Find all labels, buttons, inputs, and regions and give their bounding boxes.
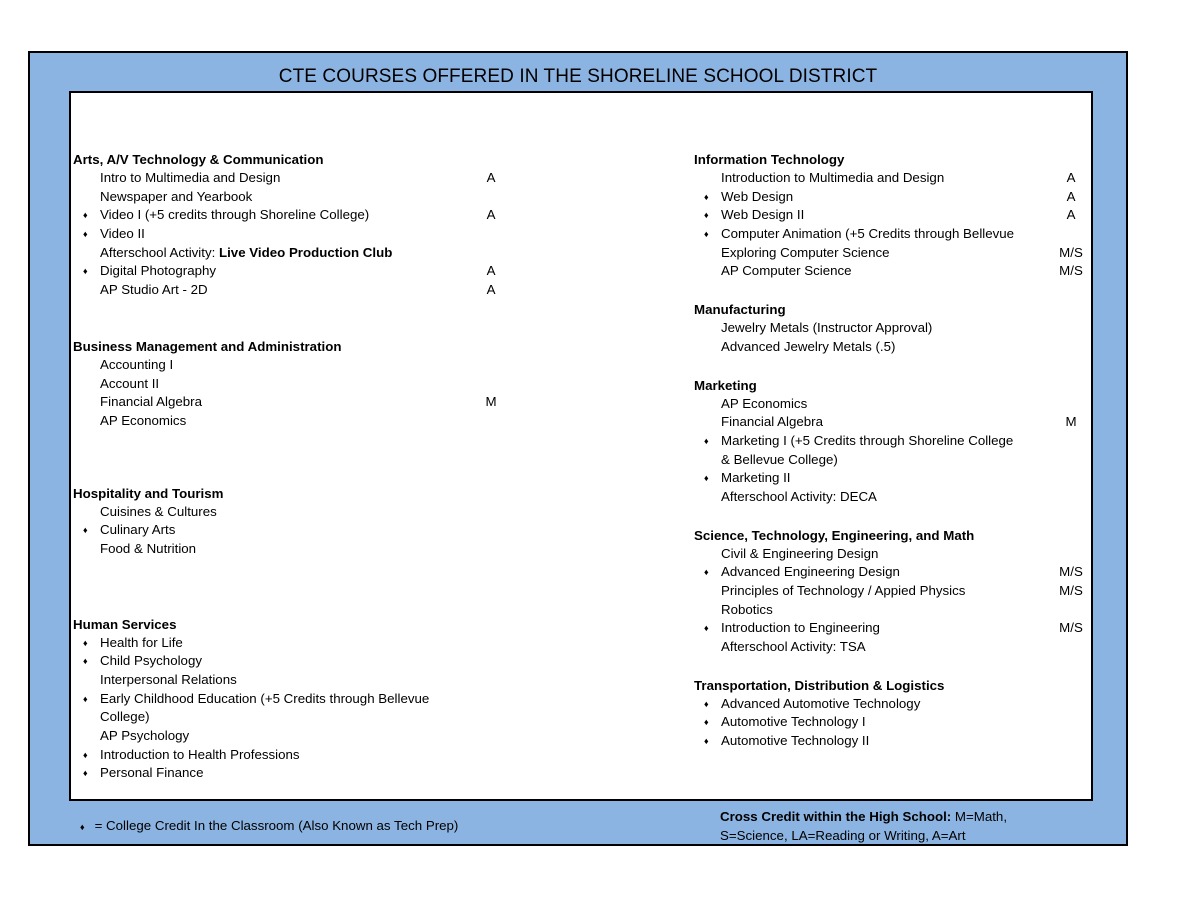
course-row: [73, 393, 513, 412]
course-name: Introduction to Health Professions: [100, 746, 300, 762]
course-row: [73, 169, 513, 188]
section-hospitality: [73, 484, 513, 559]
course-row: [73, 225, 513, 244]
course-row: [73, 244, 513, 263]
credit-code: A: [1066, 170, 1076, 185]
course-name: & Bellevue College): [721, 451, 838, 467]
legend-text: = College Credit In the Classroom (Also Known as Tech Prep): [94, 818, 459, 833]
right-column: [694, 150, 1089, 751]
course-name: [100, 244, 392, 263]
credit-code: A: [486, 170, 496, 185]
course-row: [73, 356, 513, 375]
section-manufacturing: [694, 300, 1089, 356]
credit-code: A: [1066, 188, 1076, 204]
course-row: [73, 764, 513, 783]
college-credit-icon: ♦: [80, 822, 85, 832]
course-name: Food & Nutrition: [100, 540, 197, 556]
course-name: Child Psychology: [100, 653, 202, 669]
credit-code: A: [486, 263, 496, 279]
college-credit-icon: ♦: [83, 229, 88, 240]
college-credit-icon: ♦: [83, 656, 88, 667]
section-marketing: [694, 376, 1089, 507]
legend: [80, 818, 458, 833]
section-transportation: [694, 676, 1089, 751]
course-row: [694, 262, 1089, 281]
college-credit-icon: ♦: [83, 749, 88, 760]
course-name: Jewelry Metals (Instructor Approval): [721, 320, 933, 336]
course-name: Principles of Technology / Appied Physics: [721, 583, 966, 598]
college-credit-icon: ♦: [83, 210, 88, 221]
section-stem: [694, 526, 1089, 657]
college-credit-icon: ♦: [704, 210, 709, 221]
course-name: AP Economics: [100, 412, 187, 428]
course-name: AP Computer Science: [721, 263, 852, 279]
college-credit-icon: ♦: [83, 266, 88, 277]
course-name: Automotive Technology II: [721, 733, 870, 749]
course-row: [694, 545, 1089, 564]
course-row: [694, 206, 1089, 225]
course-name: Afterschool Activity: TSA: [721, 639, 866, 655]
college-credit-icon: ♦: [704, 698, 709, 709]
course-row: [694, 638, 1089, 657]
section-heading: Science, Technology, Engineering, and Math: [694, 527, 975, 543]
course-name: Intro to Multimedia and Design: [100, 170, 281, 185]
course-row: [73, 671, 513, 690]
course-row: [694, 432, 1089, 451]
course-row: [73, 521, 513, 540]
course-name: Advanced Automotive Technology: [721, 695, 921, 711]
course-row: [694, 732, 1089, 751]
course-row: [694, 563, 1089, 582]
section-heading: Arts, A/V Technology & Communication: [73, 152, 324, 167]
credit-code: M/S: [1059, 583, 1083, 598]
college-credit-icon: ♦: [83, 768, 88, 779]
course-row: [73, 262, 513, 281]
course-name: Marketing I (+5 Credits through Shoreline College: [721, 432, 1014, 448]
course-name: Financial Algebra: [100, 394, 203, 410]
section-heading: Information Technology: [694, 152, 845, 167]
course-row: [694, 451, 1089, 470]
course-row: [694, 601, 1089, 620]
course-name: Culinary Arts: [100, 522, 176, 538]
cross-credit-line-1: [720, 807, 1007, 826]
credit-code: A: [1066, 207, 1076, 223]
course-row: [694, 188, 1089, 207]
course-name: Video II: [100, 226, 145, 242]
course-row: [694, 713, 1089, 732]
course-name: Exploring Computer Science: [721, 244, 890, 260]
page-title: CTE COURSES OFFERED IN THE SHORELINE SCHOOL DISTRICT: [278, 66, 878, 87]
section-arts: [73, 150, 513, 300]
course-row: [73, 652, 513, 671]
credit-code: M/S: [1059, 244, 1083, 260]
course-name: Web Design: [721, 188, 794, 204]
course-row: [694, 338, 1089, 357]
course-row: [73, 690, 513, 709]
activity-prefix: Afterschool Activity:: [100, 244, 219, 260]
course-row: [73, 412, 513, 431]
course-name: Interpersonal Relations: [100, 672, 237, 687]
page-frame: [28, 51, 1128, 846]
course-name: Introduction to Multimedia and Design: [721, 170, 945, 185]
college-credit-icon: ♦: [704, 717, 709, 728]
course-row: [73, 375, 513, 394]
course-row: [694, 413, 1089, 432]
course-row: [73, 206, 513, 225]
courses-panel: [69, 91, 1093, 801]
credit-code: A: [486, 282, 496, 298]
credit-code: M: [485, 394, 497, 410]
college-credit-icon: ♦: [704, 473, 709, 484]
course-row: [694, 169, 1089, 188]
section-business: [73, 337, 513, 431]
course-name: Newspaper and Yearbook: [100, 188, 253, 204]
left-column: [73, 150, 513, 783]
credit-code: M/S: [1059, 620, 1083, 636]
college-credit-icon: ♦: [83, 693, 88, 704]
college-credit-icon: ♦: [704, 736, 709, 747]
course-row: [694, 244, 1089, 263]
course-name: Advanced Jewelry Metals (.5): [721, 338, 896, 354]
course-row: [73, 708, 513, 727]
course-name: Financial Algebra: [721, 414, 824, 430]
course-row: [694, 469, 1089, 488]
course-name: Automotive Technology I: [721, 714, 866, 730]
course-name: Accounting I: [100, 356, 174, 372]
course-row: [73, 634, 513, 653]
cross-credit-text-1: M=Math,: [951, 809, 1008, 824]
section-heading: Human Services: [73, 616, 177, 632]
course-row: [694, 695, 1089, 714]
section-heading: Marketing: [694, 377, 757, 393]
course-name: Account II: [100, 375, 160, 391]
course-name: Early Childhood Education (+5 Credits through Bellevue: [100, 690, 430, 706]
course-row: [694, 488, 1089, 507]
course-row: [73, 188, 513, 207]
college-credit-icon: ♦: [704, 435, 709, 446]
section-heading: Hospitality and Tourism: [73, 485, 224, 501]
course-row: [694, 395, 1089, 414]
credit-code: M/S: [1059, 263, 1083, 279]
course-name: Civil & Engineering Design: [721, 545, 879, 561]
course-name: Video I (+5 credits through Shoreline College): [100, 207, 370, 223]
section-information-technology: [694, 150, 1089, 281]
course-name: Digital Photography: [100, 263, 217, 279]
course-name: Web Design II: [721, 207, 805, 223]
section-human-services: [73, 615, 513, 784]
course-row: [694, 225, 1089, 244]
course-row: [73, 503, 513, 522]
college-credit-icon: ♦: [83, 637, 88, 648]
college-credit-icon: ♦: [704, 191, 709, 202]
course-name: Introduction to Engineering: [721, 620, 880, 636]
section-heading: Transportation, Distribution & Logistics: [694, 677, 945, 693]
course-row: [73, 540, 513, 559]
cross-credit-label: Cross Credit within the High School:: [720, 809, 952, 824]
cross-credit-text-2: S=Science, LA=Reading or Writing, A=Art: [720, 828, 966, 843]
college-credit-icon: ♦: [704, 623, 709, 634]
course-name: Marketing II: [721, 470, 791, 486]
course-name: Robotics: [721, 601, 773, 617]
section-heading: Manufacturing: [694, 302, 786, 318]
credit-code: M/S: [1059, 564, 1083, 580]
course-name: Personal Finance: [100, 765, 204, 781]
course-name: AP Psychology: [100, 728, 190, 744]
course-name: College): [100, 709, 150, 725]
course-name: Computer Animation (+5 Credits through Bellevue: [721, 226, 1015, 242]
credit-code: M: [1065, 414, 1077, 430]
course-row: [73, 727, 513, 746]
activity-name: Live Video Production Club: [218, 244, 393, 260]
college-credit-icon: ♦: [83, 525, 88, 536]
course-row: [73, 281, 513, 300]
course-name: Cuisines & Cultures: [100, 503, 217, 519]
course-name: Health for Life: [100, 634, 183, 650]
cross-credit-note: [720, 807, 1007, 845]
college-credit-icon: ♦: [704, 567, 709, 578]
credit-code: A: [486, 207, 496, 223]
course-name: AP Studio Art - 2D: [100, 282, 208, 298]
course-row: [694, 619, 1089, 638]
course-name: Afterschool Activity: DECA: [721, 488, 877, 504]
course-row: [694, 319, 1089, 338]
course-row: [73, 746, 513, 765]
course-row: [694, 582, 1089, 601]
section-heading: Business Management and Administration: [73, 338, 342, 354]
course-name: AP Economics: [721, 395, 808, 411]
college-credit-icon: ♦: [704, 229, 709, 240]
course-name: Advanced Engineering Design: [721, 564, 900, 580]
